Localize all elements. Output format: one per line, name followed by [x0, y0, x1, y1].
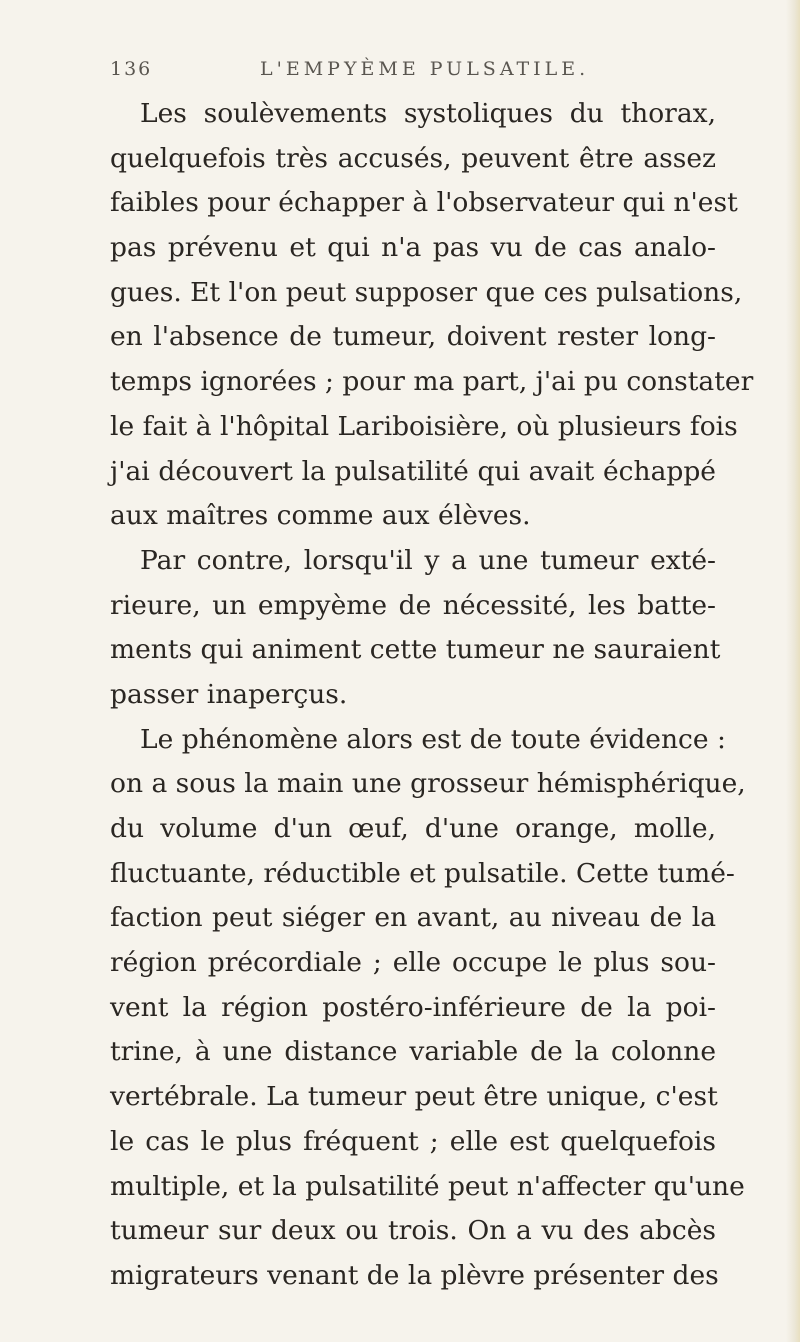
text-line: le cas le plus fréquent ; elle est quelquefois — [110, 1125, 716, 1157]
text-line: gues. Et l'on peut supposer que ces pulsations, — [110, 276, 743, 308]
text-line: en l'absence de tumeur, doivent rester long- — [110, 321, 716, 353]
page-edge-shadow — [786, 0, 800, 1342]
text-line: j'ai découvert la pulsatilité qui avait échappé — [110, 455, 716, 487]
text-line: migrateurs venant de la plèvre présenter des — [110, 1259, 719, 1291]
body-text — [110, 92, 754, 1299]
text-line: fluctuante, réductible et pulsatile. Cette tumé- — [110, 857, 735, 889]
text-line: région précordiale ; elle occupe le plus sou- — [110, 947, 716, 979]
text-line: on a sous la main une grosseur hémisphérique, — [110, 768, 746, 800]
text-line: Les soulèvements systoliques du thorax, — [140, 98, 716, 129]
text-line: temps ignorées ; pour ma part, j'ai pu constater — [110, 366, 754, 398]
text-line: vent la région postéro-inférieure de la poi- — [110, 991, 716, 1023]
text-line: passer inaperçus. — [110, 678, 348, 710]
text-line: trine, à une distance variable de la colonne — [110, 1036, 716, 1068]
text-line: du volume d'un œuf, d'une orange, molle, — [110, 813, 716, 844]
running-title: L'EMPYÈME PULSATILE. — [260, 58, 590, 80]
text-line: multiple, et la pulsatilité peut n'affecter qu'une — [110, 1170, 745, 1202]
text-line: le fait à l'hôpital Lariboisière, où plusieurs fois — [110, 410, 738, 442]
text-line: faction peut siéger en avant, au niveau de la — [110, 902, 716, 934]
page-number: 136 — [110, 58, 153, 80]
text-line: tumeur sur deux ou trois. On a vu des abcès — [110, 1215, 716, 1247]
text-line: Par contre, lorsqu'il y a une tumeur exté- — [140, 544, 716, 576]
text-line: ments qui animent cette tumeur ne sauraient — [110, 634, 721, 666]
text-line: quelquefois très accusés, peuvent être assez — [110, 142, 716, 174]
text-line: vertébrale. La tumeur peut être unique, c'est — [110, 1081, 718, 1113]
text-line: Le phénomène alors est de toute évidence : — [140, 723, 726, 755]
text-line: rieure, un empyème de nécessité, les batte- — [110, 589, 716, 621]
text-line: faibles pour échapper à l'observateur qui n'est — [110, 187, 738, 219]
text-line: pas prévenu et qui n'a pas vu de cas analo- — [110, 232, 716, 264]
text-line: aux maîtres comme aux élèves. — [110, 500, 531, 532]
running-head — [110, 58, 710, 88]
